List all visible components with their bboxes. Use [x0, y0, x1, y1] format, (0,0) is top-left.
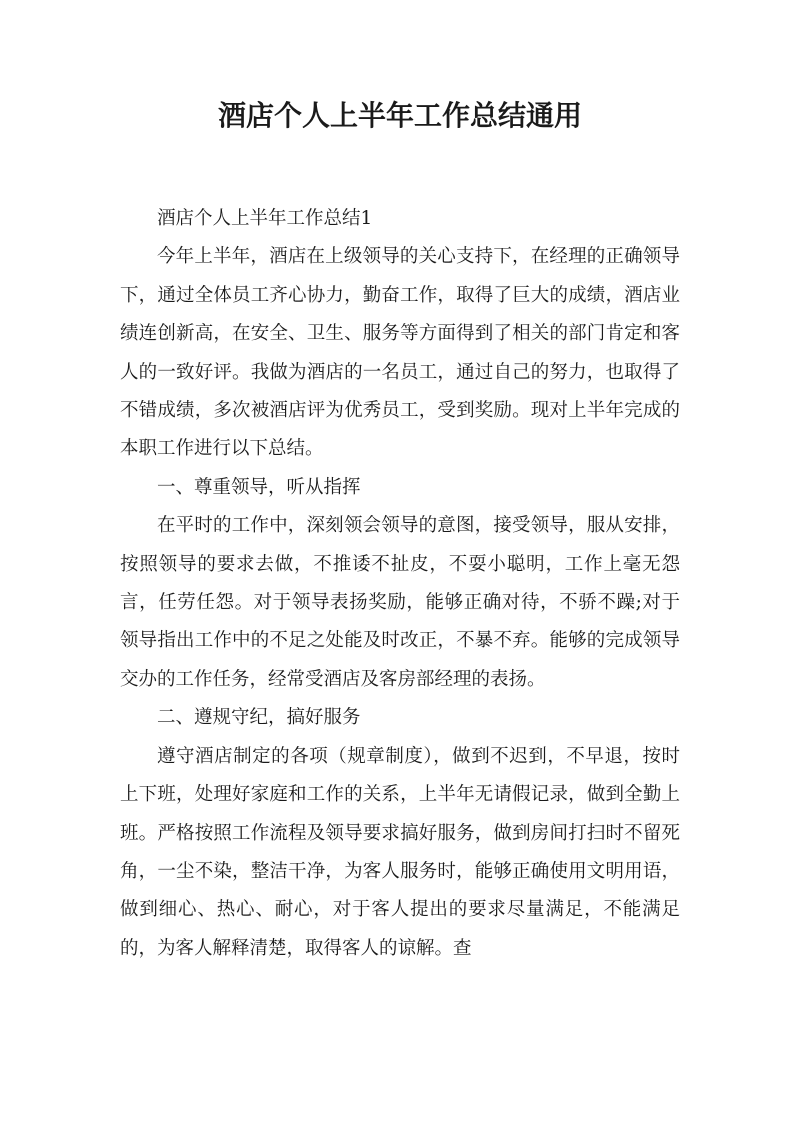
section-heading-1: 一、尊重领导，听从指挥 — [157, 476, 361, 498]
intro-paragraph: 今年上半年，酒店在上级领导的关心支持下，在经理的正确领导下，通过全体员工齐心协力，勤奋工作，取得了巨大的成绩，酒店业绩连创新高，在安全、卫生、服务等方面得到了相关的部门肯定和客人的一致好评。我做为酒店的一名员工，通过自己的努力，也取得了不错成绩，多次被酒店评为优秀员工，受到奖励。现对上半年完成的本职工作进行以下总结。 — [120, 246, 680, 460]
section-1-paragraph: 在平时的工作中，深刻领会领导的意图，接受领导，服从安排，按照领导的要求去做，不推诿不扯皮，不耍小聪明，工作上毫无怨言，任劳任怨。对于领导表扬奖励，能够正确对待，不骄不躁;对于领导指出工作中的不足之处能及时改正，不暴不弃。能够的完成领导交办的工作任务，经常受酒店及客房部经理的表扬。 — [120, 515, 680, 690]
document-title: 酒店个人上半年工作总结通用 — [217, 99, 582, 132]
section-2-paragraph: 遵守酒店制定的各项（规章制度），做到不迟到，不早退，按时上下班，处理好家庭和工作的关系，上半年无请假记录，做到全勤上班。严格按照工作流程及领导要求搞好服务，做到房间打扫时不留死角，一尘不染，整洁干净，为客人服务时，能够正确使用文明用语，做到细心、热心、耐心，对于客人提出的要求尽量满足，不能满足的，为客人解释清楚，取得客人的谅解。查 — [120, 745, 680, 959]
section-subtitle: 酒店个人上半年工作总结1 — [157, 208, 373, 229]
section-heading-2: 二、遵规守纪，搞好服务 — [157, 707, 361, 729]
document-body — [120, 200, 680, 968]
